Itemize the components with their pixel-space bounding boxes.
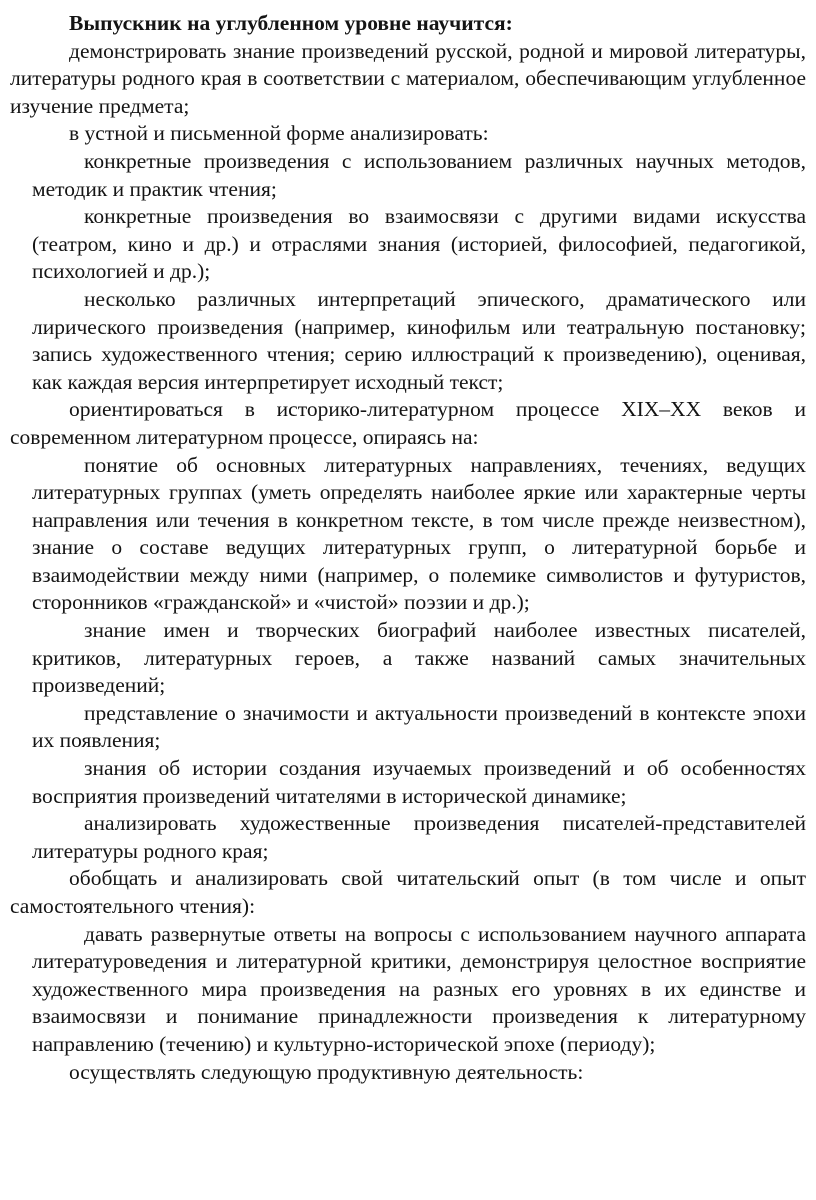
- paragraph-regional-writers: анализировать художественные произведения писателей-представителей литературы родного края;: [32, 811, 806, 863]
- paragraph-interpretations: несколько различных интерпретаций эпического, драматического или лирического произведения (например, кинофильм или театральную постановку; запись художественного чтения; серию иллюстраций к произведению), оценивая, как каждая версия интерпретирует исходный текст;: [32, 286, 806, 394]
- paragraph-literature-knowledge: демонстрировать знание произведений русской, родной и мировой литературы, литературы родного края в соответствии с материалом, обеспечивающим углубленное изучение предмета;: [10, 38, 806, 118]
- paragraph-works-other-arts: конкретные произведения во взаимосвязи с другими видами искусства (театром, кино и др.) и отраслями знания (историей, философией, педагогикой, психологией и др.);: [32, 204, 806, 284]
- paragraph-orient-process: ориентироваться в историко-литературном процессе XIX–XX веков и современном литературном процессе, опираясь на:: [10, 397, 806, 449]
- paragraph-literary-movements: понятие об основных литературных направлениях, течениях, ведущих литературных группах (уметь определять наиболее яркие или характерные черты направления или течения в конкретном тексте, в том числе прежде неизвестном), знание о составе ведущих литературных групп, о литературной борьбе и взаимодействии между ними (например, о полемике символистов и футуристов, сторонников «гражданской» и «чистой» поэзии и др.);: [32, 452, 806, 615]
- paragraph-analyze-intro: в устной и письменной форме анализировать:: [69, 121, 489, 146]
- paragraph-history-of-creation: знания об истории создания изучаемых произведений и об особенностях восприятия произведений читателями в исторической динамике;: [32, 756, 806, 808]
- paragraph-relevance-of-works: представление о значимости и актуальности произведений в контексте эпохи их появления;: [32, 700, 806, 753]
- paragraph-productive-activity: осуществлять следующую продуктивную деятельность:: [69, 1059, 584, 1084]
- paragraph-writer-biographies: знание имен и творческих биографий наиболее известных писателей, критиков, литературных героев, а также названий самых значительных произведений;: [32, 618, 806, 698]
- paragraph-reading-experience: обобщать и анализировать свой читательский опыт (в том числе и опыт самостоятельного чтения):: [10, 866, 806, 918]
- paragraph-specific-works-methods: конкретные произведения с использованием различных научных методов, методик и практик чтения;: [32, 148, 806, 201]
- section-heading: Выпускник на углубленном уровне научится:: [69, 11, 513, 35]
- paragraph-detailed-answers: давать развернутые ответы на вопросы с использованием научного аппарата литературоведения и литературной критики, демонстрируя целостное восприятие художественного мира произведения на разных его уровнях в их единстве и взаимосвязи и понимание принадлежности произведения к литературному направлению (течению) и культурно-исторической эпохе (периоду);: [32, 921, 806, 1056]
